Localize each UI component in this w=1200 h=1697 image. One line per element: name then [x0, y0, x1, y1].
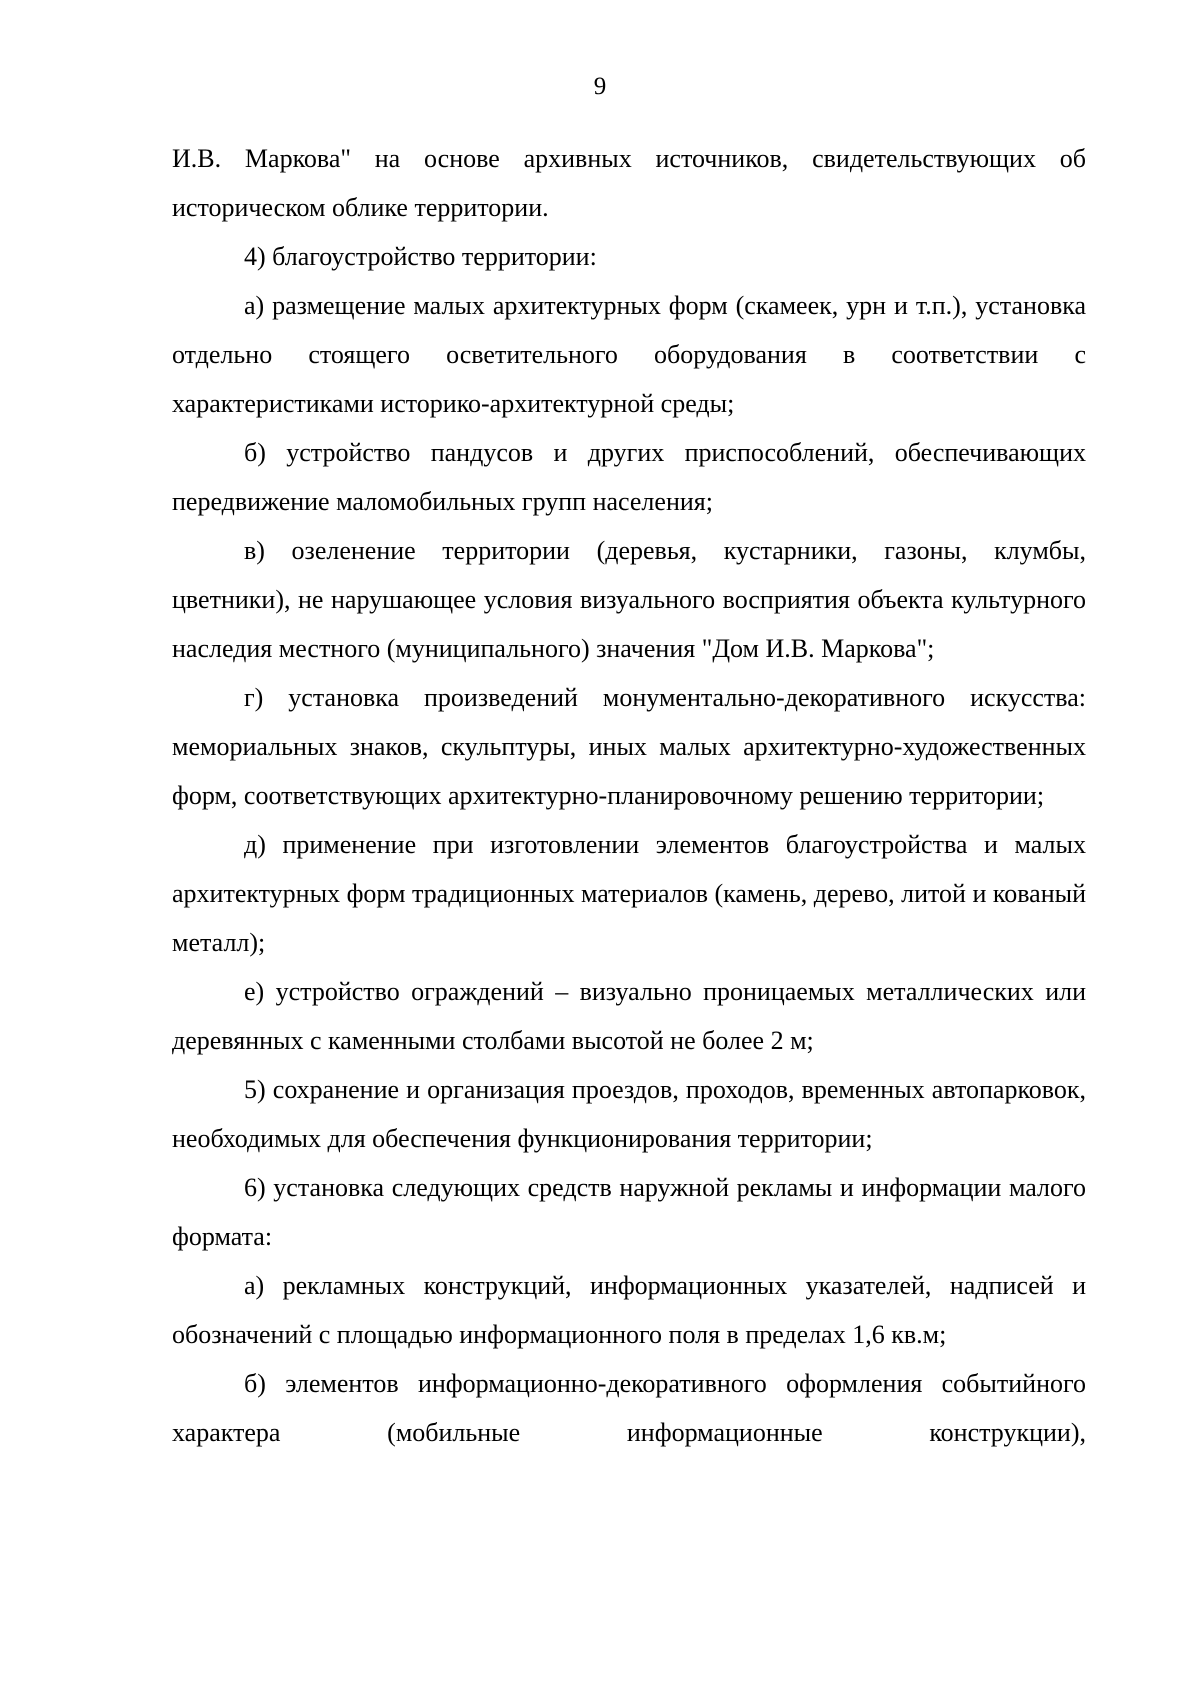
paragraph-1: И.В. Маркова" на основе архивных источников, свидетельствующих об историческом облике территории.	[172, 144, 1086, 222]
document-body	[172, 134, 1086, 1457]
paragraph-2: 4) благоустройство территории:	[244, 242, 597, 271]
paragraph-12: б) элементов информационно-декоративного оформления событийного характера (мобильные информационные конструкции),	[172, 1369, 1086, 1447]
paragraph-8: е) устройство ограждений – визуально проницаемых металлических или деревянных с каменными столбами высотой не более 2 м;	[172, 977, 1086, 1055]
paragraph-4: б) устройство пандусов и других приспособлений, обеспечивающих передвижение маломобильных групп населения;	[172, 438, 1086, 516]
paragraph-5: в) озеленение территории (деревья, кустарники, газоны, клумбы, цветники), не нарушающее условия визуального восприятия объекта культурного наследия местного (муниципального) значения "Дом И.В. Маркова";	[172, 536, 1086, 663]
paragraph-11: а) рекламных конструкций, информационных указателей, надписей и обозначений с площадью информационного поля в пределах 1,6 кв.м;	[172, 1271, 1086, 1349]
page-number: 9	[593, 73, 607, 100]
paragraph-3: а) размещение малых архитектурных форм (скамеек, урн и т.п.), установка отдельно стоящего осветительного оборудования в соответствии с характеристиками историко-архитектурной среды;	[172, 291, 1086, 418]
paragraph-9: 5) сохранение и организация проездов, проходов, временных автопарковок, необходимых для обеспечения функционирования территории;	[172, 1075, 1086, 1153]
paragraph-6: г) установка произведений монументально-декоративного искусства: мемориальных знаков, скульптуры, иных малых архитектурно-художественных форм, соответствующих архитектурно-планировочному решению территории;	[172, 683, 1086, 810]
paragraph-10: 6) установка следующих средств наружной рекламы и информации малого формата:	[172, 1173, 1086, 1251]
paragraph-7: д) применение при изготовлении элементов благоустройства и малых архитектурных форм традиционных материалов (камень, дерево, литой и кованый металл);	[172, 830, 1086, 957]
